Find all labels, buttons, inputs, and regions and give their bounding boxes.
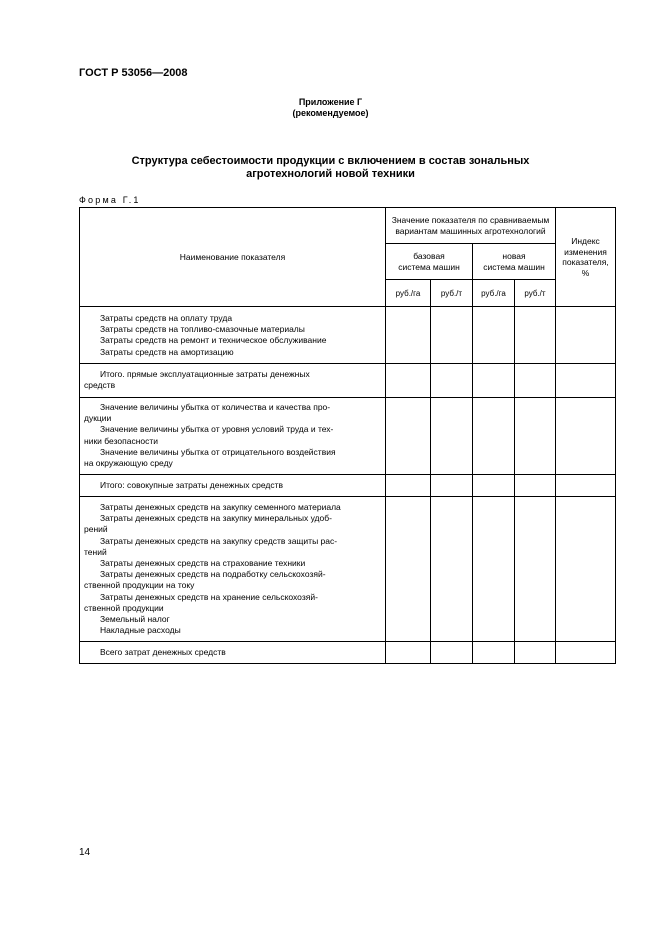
table-row <box>80 497 616 642</box>
document-title-line-2: агротехнологий новой техники <box>246 168 415 180</box>
appendix-title: Приложение Г <box>298 97 363 107</box>
row-label: Всего затрат денежных средств <box>80 642 386 664</box>
form-label: Форма Г.1 <box>79 195 141 205</box>
unit-new-rub-ha: руб./га <box>473 280 515 307</box>
document-title-line-1: Структура себестоимости продукции с включением в состав зональных <box>131 155 530 167</box>
header-base-system: базовая система машин <box>386 244 473 280</box>
header-new-system: новая система машин <box>473 244 556 280</box>
row-label: Итого. прямые эксплуатационные затраты денежных средств <box>80 364 386 398</box>
table-row <box>80 364 616 398</box>
header-values: Значение показателя по сравниваемым вариантам машинных агротехнологий <box>386 208 556 244</box>
document-header: ГОСТ Р 53056—2008 <box>79 67 188 79</box>
cost-structure-table <box>79 207 616 664</box>
header-change-index: Индекс изменения показателя, % <box>556 208 616 307</box>
row-label: Значение величины убытка от количества и качества про- дукции Значение величины убытка от уровня условий труда и тех- ники безопасности Значение величины убытка от отрицательного воздействия на окружающую среду <box>80 398 386 475</box>
row-label: Затраты средств на оплату труда Затраты средств на топливо-смазочные материалы Затраты средств на ремонт и техническое обслуживание Затраты средств на амортизацию <box>80 307 386 364</box>
page-number: 14 <box>79 847 91 858</box>
row-label: Затраты денежных средств на закупку семенного материала Затраты денежных средств на закупку минеральных удоб- рений Затраты денежных средств на закупку средств защиты рас- тений Затраты денежных средств на страхование техники Затраты денежных средств на подработку сельскохозяй- ственной продукции на току Затраты денежных средств на хранение сельскохозяй- ственной продукции Земельный налог Накладные расходы <box>80 497 386 642</box>
unit-base-rub-ha: руб./га <box>386 280 431 307</box>
header-indicator-name: Наименование показателя <box>80 208 386 307</box>
row-label: Итого: совокупные затраты денежных средств <box>80 475 386 497</box>
appendix-subtitle: (рекомендуемое) <box>292 108 369 118</box>
table-row <box>80 307 616 364</box>
table-row <box>80 475 616 497</box>
table-row <box>80 642 616 664</box>
unit-new-rub-t: руб./т <box>515 280 556 307</box>
unit-base-rub-t: руб./т <box>431 280 473 307</box>
table-row <box>80 398 616 475</box>
